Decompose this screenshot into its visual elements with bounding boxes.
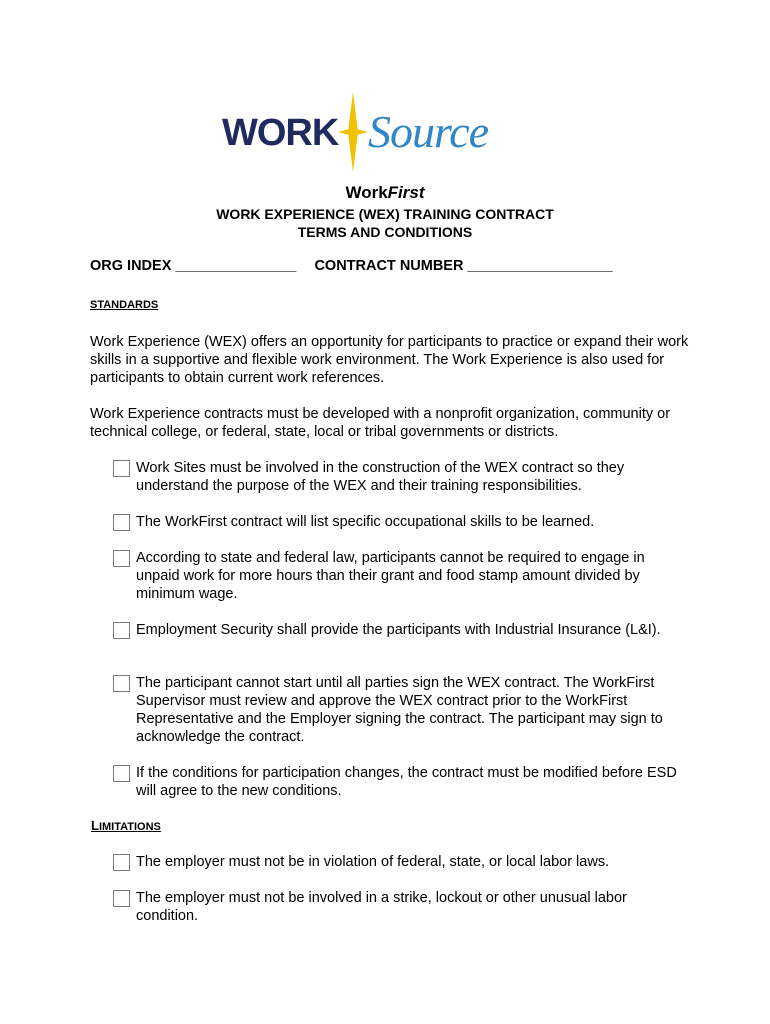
org-index-field[interactable]: _______________ [175, 258, 297, 274]
contract-fields [90, 258, 613, 274]
org-index-label: ORG INDEX [90, 258, 172, 274]
contract-number-label: CONTRACT NUMBER [314, 258, 464, 274]
checkbox[interactable] [113, 675, 130, 692]
standards-paragraph-1: Work Experience (WEX) offers an opportunity for participants to practice or expand their work skills in a supportive and flexible work environment. The Work Experience is also used for participants to obtain current work references. [90, 334, 689, 386]
checkbox[interactable] [113, 460, 130, 477]
checkbox[interactable] [113, 550, 130, 567]
standards-heading: STANDARDS [90, 299, 159, 311]
checkbox[interactable] [113, 765, 130, 782]
logo-star-icon [338, 92, 368, 172]
standards-paragraph-2: Work Experience contracts must be developed with a nonprofit organization, community or technical college, or federal, state, local or tribal governments or districts. [90, 406, 671, 440]
worksource-logo [218, 92, 518, 172]
document-title: WORK EXPERIENCE (WEX) TRAINING CONTRACT [216, 206, 554, 222]
checkbox[interactable] [113, 514, 130, 531]
checkbox[interactable] [113, 890, 130, 907]
limitations-heading: LIMITATIONS [91, 818, 161, 833]
checkbox[interactable] [113, 854, 130, 871]
logo-work-text: WORK [222, 112, 339, 154]
document-subtitle: TERMS AND CONDITIONS [297, 224, 473, 240]
logo-source-text: Source [368, 106, 489, 157]
document-page: WORK Source WorkFirst WORK EXPERIENCE (WEX) TRAINING CONTRACT TERMS AND CONDITIONS ORG INDEX _______________ CONTRACT NUMBER __________________ STANDARDS Work Experience (WEX) offers an opportunity for participants to practice or expand their work skills in a supportive and flexible work environment. The Work Experience is also used for participants to obtain current work references. Work Experience contracts must be developed with a nonprofit organization, community or technical college, or federal, state, local or tribal governments or districts. Work Sites must be involved in the construction of the WEX contract so they understand the purpose of the WEX and their training responsibilities. The WorkFirst contract will list specific occupational skills to be learned. According to state and federal law, participants cannot be required to engage in unpaid work for more hours than their grant and food stamp amount divided by minimum wage. Employment Security shall provide the participants with Industrial Insurance (L&I). The participant cannot start until all parties sign the WEX contract. The WorkFirst Supervisor must review and approve the WEX contract prior to the WorkFirst Representative and the Employer signing the contract. The participant may sign to acknowledge the contract. If the conditions for participation changes, the contract must be modified before ESD will agree to the new conditions. LIMITATIONS The employer must not be in violation of federal, state, or local labor laws. The employer must not be involved in a strike, lockout or other unusual labor condition. [0, 0, 770, 1024]
checkbox[interactable] [113, 622, 130, 639]
program-title: WorkFirst [345, 183, 425, 202]
contract-number-field[interactable]: __________________ [467, 258, 613, 274]
